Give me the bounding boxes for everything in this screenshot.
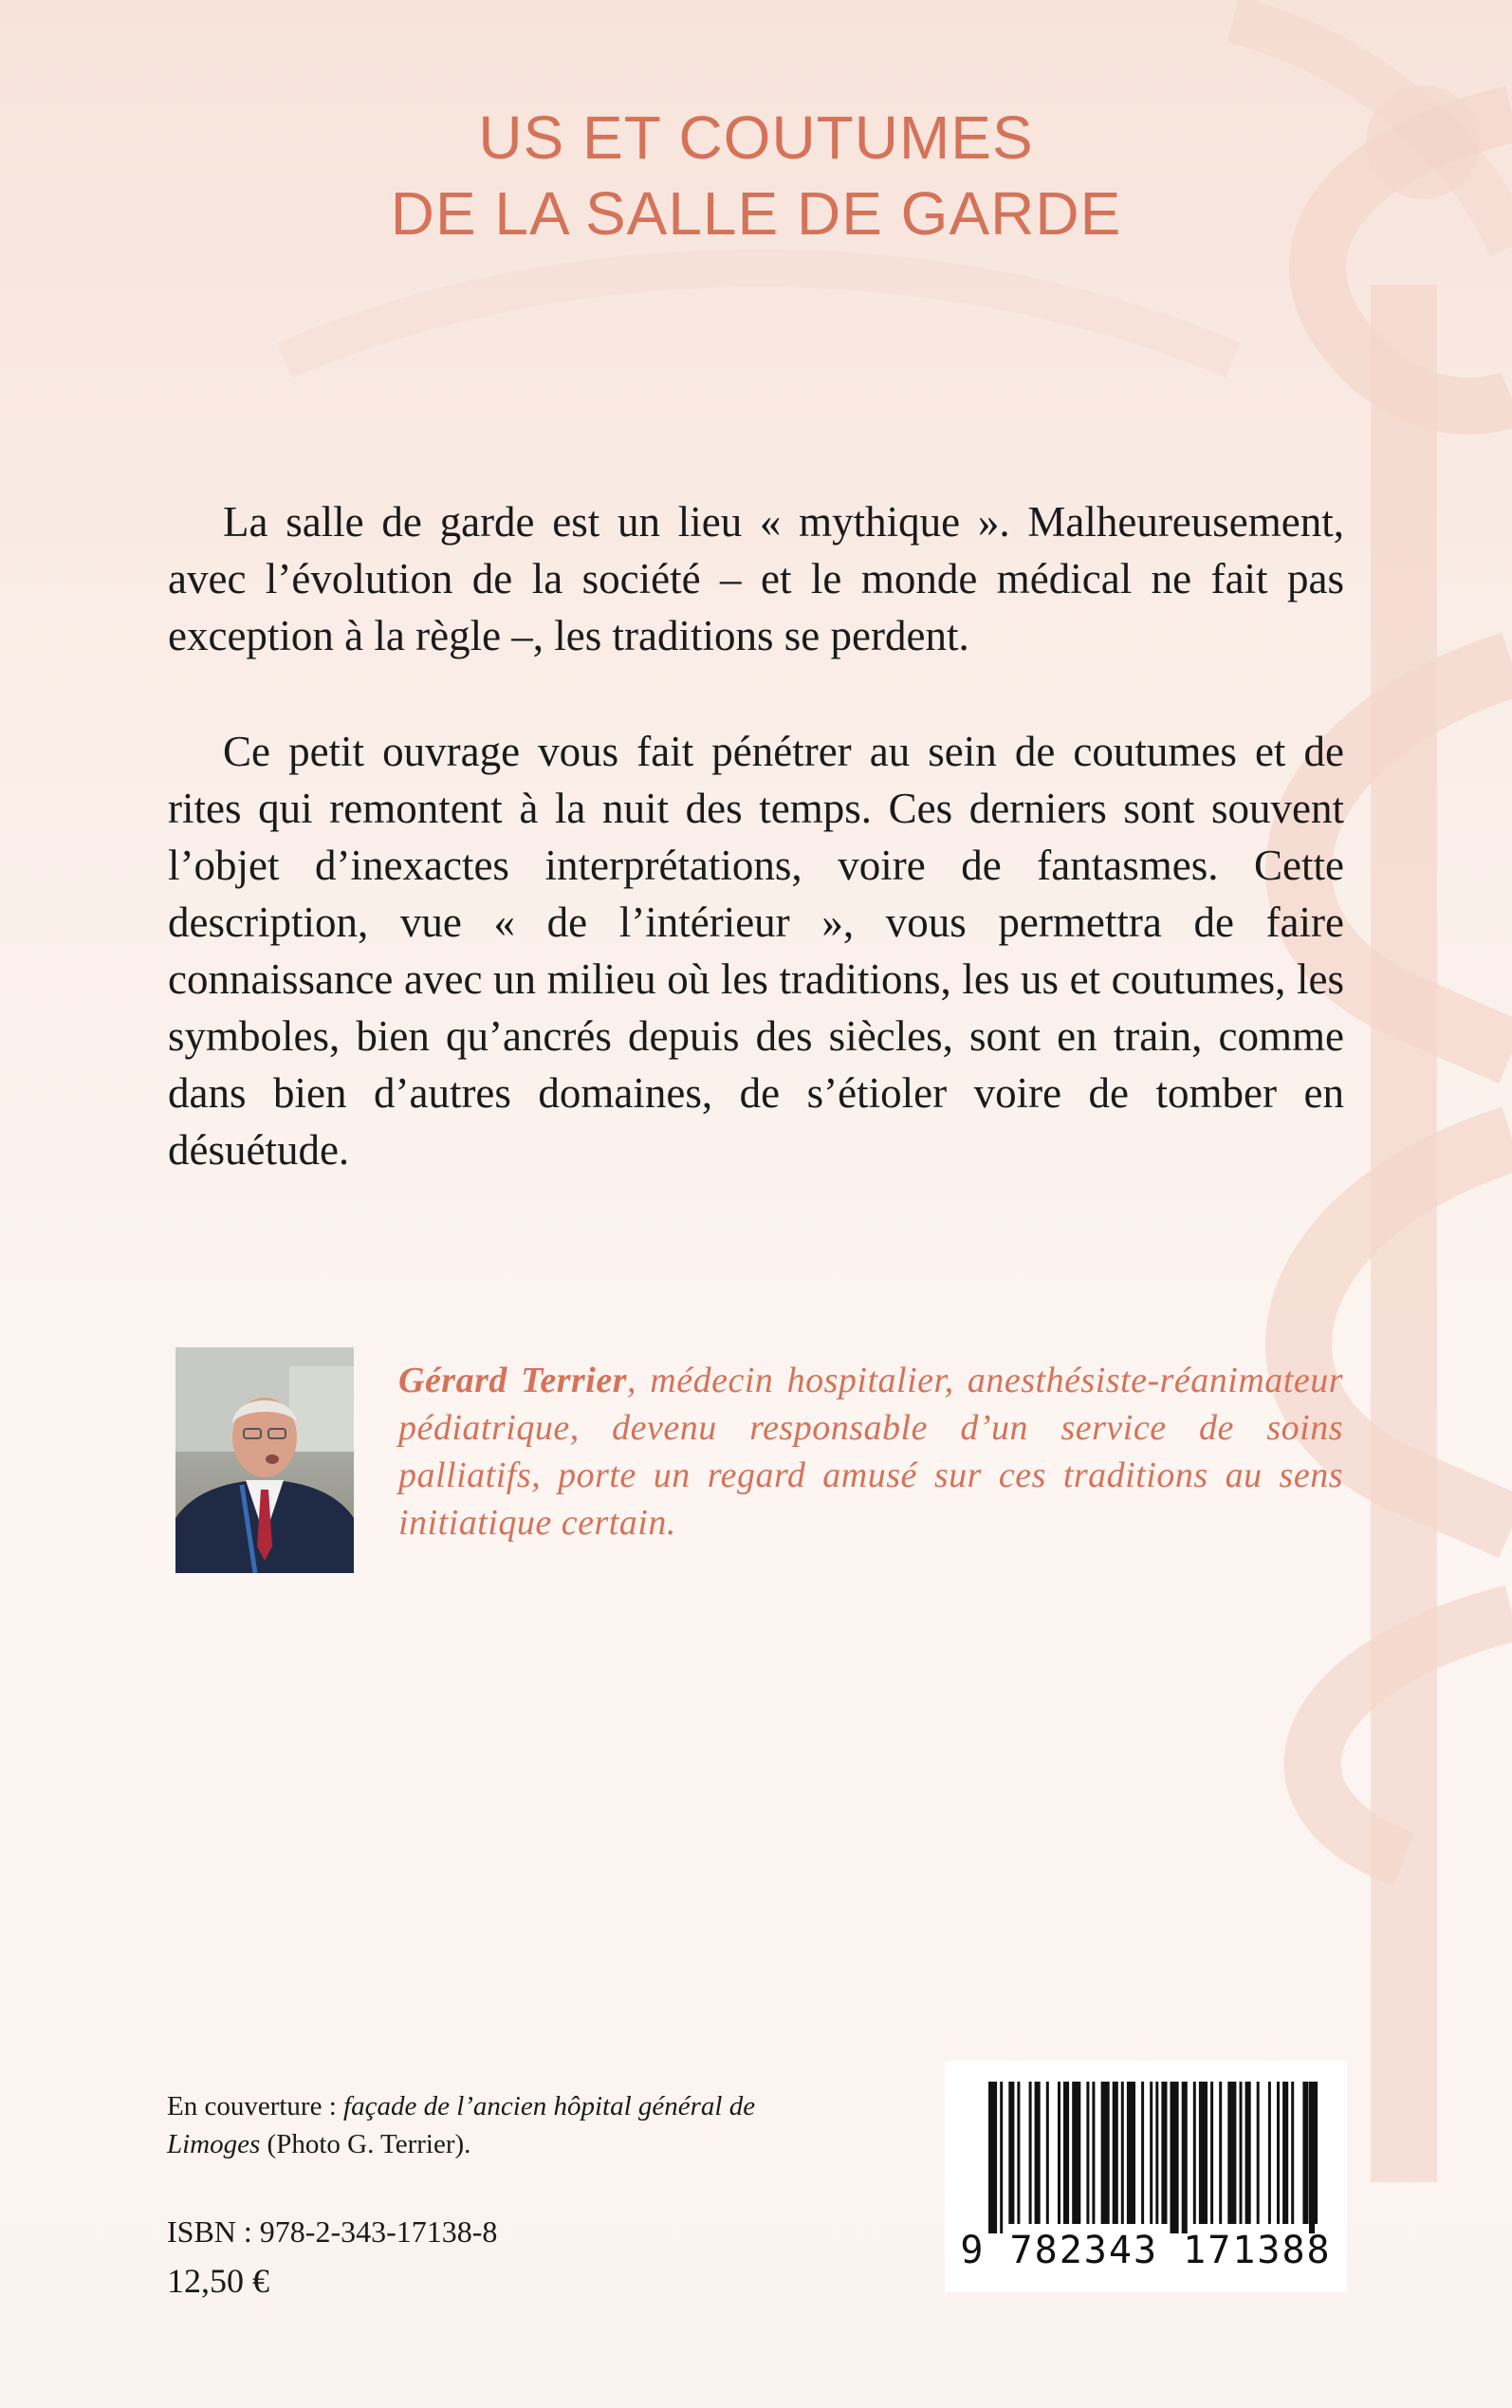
author-photo	[175, 1347, 354, 1573]
price: 12,50 €	[167, 2262, 269, 2300]
barcode-bar	[988, 2082, 997, 2233]
barcode-bar	[1245, 2082, 1251, 2224]
barcode-bar	[1072, 2082, 1080, 2224]
barcode-bar	[1268, 2082, 1271, 2224]
barcode-bar	[1291, 2082, 1294, 2224]
barcode-bar	[1155, 2082, 1158, 2224]
barcode-bar	[1121, 2082, 1124, 2224]
barcode-bar	[1219, 2082, 1222, 2224]
summary-paragraph-1: La salle de garde est un lieu « mythique ». Malheureusement, avec l’évolution de la société – et le monde médical ne fait pas exception à la règle –, les traditions se perdent.	[168, 498, 1344, 659]
barcode-bar	[1227, 2082, 1236, 2224]
barcode-bar	[1182, 2082, 1188, 2233]
barcode-bar	[1008, 2082, 1014, 2224]
author-name: Gérard Terrier	[398, 1361, 628, 1400]
barcode-bar	[1161, 2082, 1167, 2224]
barcode-bar	[1210, 2082, 1213, 2224]
barcode-bar	[1193, 2082, 1196, 2224]
barcode-bar	[1017, 2082, 1020, 2224]
barcode	[945, 2061, 1347, 2292]
book-title-line-1: US ET COUTUMES	[478, 103, 1034, 172]
barcode-bar	[1092, 2082, 1095, 2224]
barcode-bar	[1029, 2082, 1032, 2224]
author-bio	[398, 1357, 1343, 1547]
barcode-bar	[1127, 2082, 1135, 2224]
barcode-bar	[1257, 2082, 1260, 2224]
barcode-bar	[1171, 2082, 1179, 2233]
barcode-bar	[1046, 2082, 1049, 2224]
cover-photo-credit	[167, 2087, 812, 2163]
barcode-bar	[1282, 2082, 1288, 2224]
barcode-bar	[1063, 2082, 1069, 2224]
barcode-digits: 9 782343 171388	[960, 2229, 1332, 2272]
barcode-bar	[1101, 2082, 1110, 2224]
barcode-bar	[1277, 2082, 1280, 2224]
barcode-bar	[1141, 2082, 1144, 2224]
barcode-bar	[1240, 2082, 1243, 2224]
summary-paragraph-2: Ce petit ouvrage vous fait pénétrer au sein de coutumes et de rites qui remontent à la nuit des temps. Ces derniers sont souvent l’objet d’inexactes interprétations, voire de fantasmes. Cette description, vue « de l’intérieur », vous permettra de faire connaissance avec un milieu où les traditions, les us et coutumes, les symboles, bien qu’ancrés depuis des siècles, sont en train, comme dans bien d’autres domaines, de s’étioler voire de tomber en désuétude.	[168, 728, 1344, 1174]
credit-suffix: (Photo G. Terrier).	[260, 2129, 471, 2159]
credit-italic: façade de l’ancien hôpital général de Limoges	[167, 2091, 756, 2159]
barcode-bar	[1113, 2082, 1118, 2224]
barcode-bar	[1150, 2082, 1152, 2224]
barcode-bar	[1199, 2082, 1208, 2224]
credit-prefix: En couverture :	[167, 2091, 344, 2121]
barcode-bar	[1302, 2082, 1308, 2224]
barcode-bar	[1035, 2082, 1041, 2224]
barcode-bar	[1058, 2082, 1060, 2224]
isbn: ISBN : 978-2-343-17138-8	[167, 2214, 498, 2249]
author-portrait-illustration	[175, 1347, 354, 1573]
author-bio-text: , médecin hospitalier, anesthésiste-réanimateur pédiatrique, devenu responsable d’un service de soins palliatifs, porte un regard amusé sur ces traditions au sens initiatique certain.	[398, 1361, 1344, 1543]
book-title-line-2: DE LA SALLE DE GARDE	[390, 179, 1122, 248]
barcode-bar	[1309, 2082, 1312, 2233]
barcode-bar	[1000, 2082, 1003, 2233]
barcode-bar	[1086, 2082, 1089, 2224]
